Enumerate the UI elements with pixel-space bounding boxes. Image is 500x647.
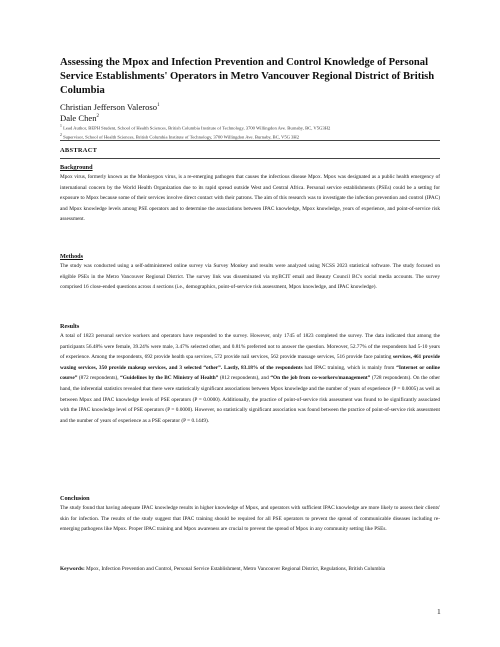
conclusion-text: The study found that having adequate IPAC knowledge results in higher knowledge of Mpox, and operators with sufficient IPAC knowledge are more likely to assess their clients' skin for infection. The results of the study suggest that IPAC training should be required for all PSE operators to prevent the spread of communicable diseases including re-emerging pathogens like Mpox. Proper IPAC training and Mpox awareness are crucial to prevent the spread of Mpox in any community setting like PSEs. (60, 505, 440, 533)
affiliation-2-mark: 2 (60, 132, 62, 137)
author-1-mark: 1 (157, 103, 160, 108)
methods-text: The study was conducted using a self-administered online survey via Survey Monkey and results were analyzed using NCSS 2023 statistical software. The study focused on eligible PSEs in the Metro Vancouver Regional District. The survey link was disseminated via myBCIT email and Beauty Council BC's social media accounts. The survey comprised 16 close-ended questions across 4 sections (i.e., demographics, point-of-service risk assessment, Mpox knowledge, and IPAC knowledge). (60, 263, 440, 291)
author-2-name: Dale Chen (60, 112, 97, 123)
author-2-mark: 2 (96, 114, 100, 120)
results-bold-b: “Internet or online course” (60, 364, 440, 382)
keywords-text: Mpox, Infection Prevention and Control, Personal Service Establishment, Metro Vancouver Regional District, Regulations, British Columbia (86, 566, 386, 572)
keywords-line (60, 564, 440, 575)
divider-abstract (60, 158, 440, 159)
results-bold-d: “On the job from co-workers/management” (270, 375, 371, 382)
author-1 (60, 101, 450, 112)
affiliation-1-text: Lead Author, BEPH Student, School of Health Sciences, British Columbia Institute of Technology, 3700 Willingdon Ave. Burnaby, BC, V5G3H2 (63, 125, 331, 131)
divider-top (60, 140, 440, 141)
results-text-a: A total of 1823 personal service workers and operators have responded to the survey. However, only 1745 of 1823 completed the survey. The data indicated that among the participants 56.48% were female, 39.24% were male, 3.47% selected other, and 0.81% preferred not to answer the question. Moreover, 52.77% of the respondents had 5-10 years of experience. Among the respondents, 692 provide health spa services, 572 provide nail services, 562 provide massage services, 516 provide face painting (60, 333, 440, 361)
methods-heading: Methods (60, 253, 84, 260)
affiliation-1-mark: 1 (60, 124, 62, 129)
keywords-section (60, 564, 440, 575)
results-text-c: (872 respondents), (78, 375, 119, 382)
background-text: Mpox virus, formerly known as the Monkeypox virus, is a re-emerging pathogen that causes the infectious disease Mpox. Mpox was designated as a public health emergency of international concern by the World Health Organization due to its rapid spread outside West and Central Africa. Personal service establishments (PSEs) could be a setting for exposure to Mpox because some of their services involve direct contact with their patrons. The aim of this research was to investigate the infection prevention and control (IPAC) and Mpox knowledge levels among PSE operators and to determine the associations between IPAC knowledge, Mpox knowledge, years of experience, and point-of-service risk assessment. (60, 174, 440, 223)
conclusion-heading: Conclusion (60, 495, 90, 502)
results-section (60, 323, 440, 426)
results-text (60, 331, 440, 426)
background-section (60, 164, 440, 225)
results-bold-c: “Guidelines by the BC Ministry of Health” (120, 375, 219, 382)
keywords-label: Keywords: (60, 566, 85, 572)
background-heading: Background (60, 164, 93, 171)
results-text-e: (728 respondents). On the other hand, the inferential statistics revealed that there were statistically significant associations between Mpox knowledge and the number of years of experience (P = 0.0005) as well as between Mpox and IPAC knowledge levels of PSE operators (P = 0.0000). Additionally, the practice of point-of-service risk assessment was found to be significantly associated with the IPAC knowledge level of PSE operators (P = 0.0000). However, no statistically significant association was found between the practice of point-of-service risk assessment and the number of years of experience as a PSE operator (P = 0.1449). (60, 375, 441, 424)
conclusion-section (60, 495, 440, 535)
author-block (60, 101, 450, 141)
results-bold-a: services, 461 provide waxing services, 350 provide makeup services, and 3 selected “other”. Lastly, 83.18% of the respondents (60, 354, 440, 371)
author-2 (60, 112, 450, 123)
results-text-d: (812 respondents), and (219, 375, 269, 382)
author-1-name: Christian Jefferson Valeroso (60, 101, 158, 112)
abstract-heading: ABSTRACT (60, 147, 98, 154)
methods-section (60, 253, 440, 293)
affiliation-2-text: Supervisor, School of Health Sciences, British Columbia Institute of Technology, 3700 Willingdon Ave. Burnaby, BC, V5G 3H2 (63, 134, 300, 140)
affiliation-1 (60, 123, 450, 132)
results-text-b: had IPAC training, which is mainly from (304, 364, 395, 371)
results-heading: Results (60, 323, 80, 330)
page-number: 1 (437, 607, 441, 616)
paper-title: Assessing the Mpox and Infection Prevention and Control Knowledge of Personal Service Establishments' Operators in Metro Vancouver Regional District of British Columbia (60, 57, 435, 96)
